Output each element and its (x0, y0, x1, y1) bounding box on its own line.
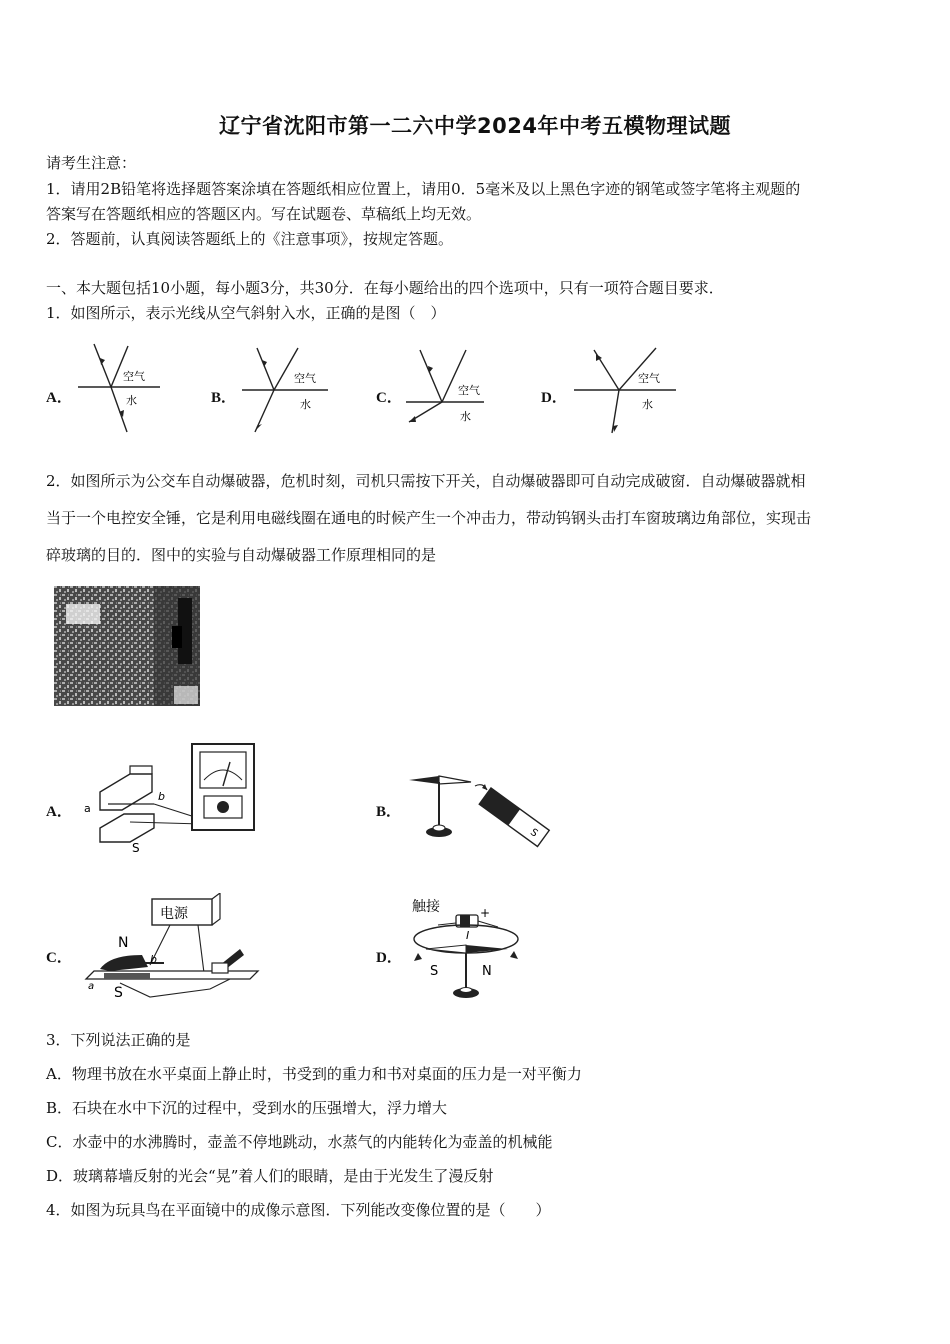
q2-c-b-label: b (150, 953, 157, 966)
q2-d-s-label: S (430, 964, 439, 979)
q1-d-water-label: 水 (642, 398, 653, 411)
q3-option-c[interactable]: C．水壶中的水沸腾时，壶盖不停地跳动，水蒸气的内能转化为壶盖的机械能 (46, 1133, 553, 1151)
page-title: 辽宁省沈阳市第一二六中学2024年中考五模物理试题 (219, 114, 731, 138)
q3-option-b[interactable]: B．石块在水中下沉的过程中，受到水的压强增大，浮力增大 (46, 1099, 448, 1117)
q2-d-plus-label: + (480, 906, 491, 920)
q2-c-a-label: a (88, 981, 95, 992)
q2-diagram-a (80, 740, 260, 855)
notice-line-2: 答案写在答题纸相应的答题区内。写在试题卷、草稿纸上均无效。 (46, 205, 482, 223)
q2-c-n-label: N (118, 935, 129, 951)
q2-d-i-label: I (466, 929, 470, 942)
q2-c-power-label: 电源 (160, 906, 188, 922)
q1-option-d-label[interactable]: D． (541, 390, 567, 406)
q2-option-b-label[interactable]: B． (376, 804, 402, 820)
q1-diagram-d (572, 338, 682, 438)
q1-option-a-label[interactable]: A． (46, 390, 72, 406)
section-1-heading: 一、本大题包括10小题，每小题3分，共30分．在每小题给出的四个选项中，只有一项符合题目要求． (46, 279, 724, 297)
q1-b-water-label: 水 (300, 398, 311, 411)
q1-a-air-label: 空气 (123, 370, 145, 383)
notice-line-1: 1．请用2B铅笔将选择题答案涂填在答题纸相应位置上，请用0．5毫米及以上黑色字迹的钢笔或签字笔将主观题的 (46, 180, 801, 198)
q1-option-b-label[interactable]: B． (211, 390, 237, 406)
q3-option-d[interactable]: D．玻璃幕墙反射的光会“晃”着人们的眼睛，是由于光发生了漫反射 (46, 1167, 494, 1185)
q1-a-water-label: 水 (126, 394, 137, 407)
q2-d-touch-label: 触接 (412, 899, 440, 915)
q2-option-c-label[interactable]: C． (46, 950, 72, 966)
question-2-line-1: 2．如图所示为公交车自动爆破器，危机时刻，司机只需按下开关，自动爆破器即可自动完成破窗．自动爆破器就相 (46, 472, 806, 490)
q1-c-air-label: 空气 (458, 384, 480, 397)
q1-diagram-c (404, 338, 494, 438)
q2-a-b-label: b (158, 790, 165, 803)
q2-diagram-b (405, 770, 565, 850)
question-2-line-3: 碎玻璃的目的．图中的实验与自动爆破器工作原理相同的是 (46, 546, 437, 564)
q1-diagram-b (240, 338, 330, 438)
question-4-stem: 4．如图为玩具鸟在平面镜中的成像示意图．下列能改变像位置的是（ ） (46, 1201, 551, 1219)
q2-b-s-label: S (527, 826, 540, 840)
q1-diagram-a (74, 338, 164, 438)
q2-c-s-label: S (114, 985, 123, 1001)
q2-option-d-label[interactable]: D． (376, 950, 402, 966)
q1-option-c-label[interactable]: C． (376, 390, 402, 406)
q2-option-a-label[interactable]: A． (46, 804, 72, 820)
q2-diagram-d (408, 893, 528, 1008)
question-3-stem: 3．下列说法正确的是 (46, 1031, 191, 1049)
q1-c-water-label: 水 (460, 410, 471, 423)
notice-line-3: 2．答题前，认真阅读答题纸上的《注意事项》，按规定答题。 (46, 230, 454, 248)
q2-diagram-c (80, 893, 270, 1003)
q1-b-air-label: 空气 (294, 372, 316, 385)
question-2-line-2: 当于一个电控安全锤，它是利用电磁线圈在通电的时候产生一个冲击力，带动钨钢头击打车窗玻璃边角部位，实现击 (46, 509, 812, 527)
question-1-stem: 1．如图所示，表示光线从空气斜射入水，正确的是图（ ） (46, 304, 446, 322)
q2-a-a-label: a (84, 802, 91, 815)
q3-option-a[interactable]: A．物理书放在水平桌面上静止时，书受到的重力和书对桌面的压力是一对平衡力 (46, 1065, 582, 1083)
q2-d-n-label: N (482, 964, 492, 979)
notice-heading: 请考生注意： (46, 154, 137, 172)
q2-a-s-label: S (132, 841, 140, 855)
q1-d-air-label: 空气 (638, 372, 660, 385)
bus-breaker-photo (54, 586, 200, 706)
